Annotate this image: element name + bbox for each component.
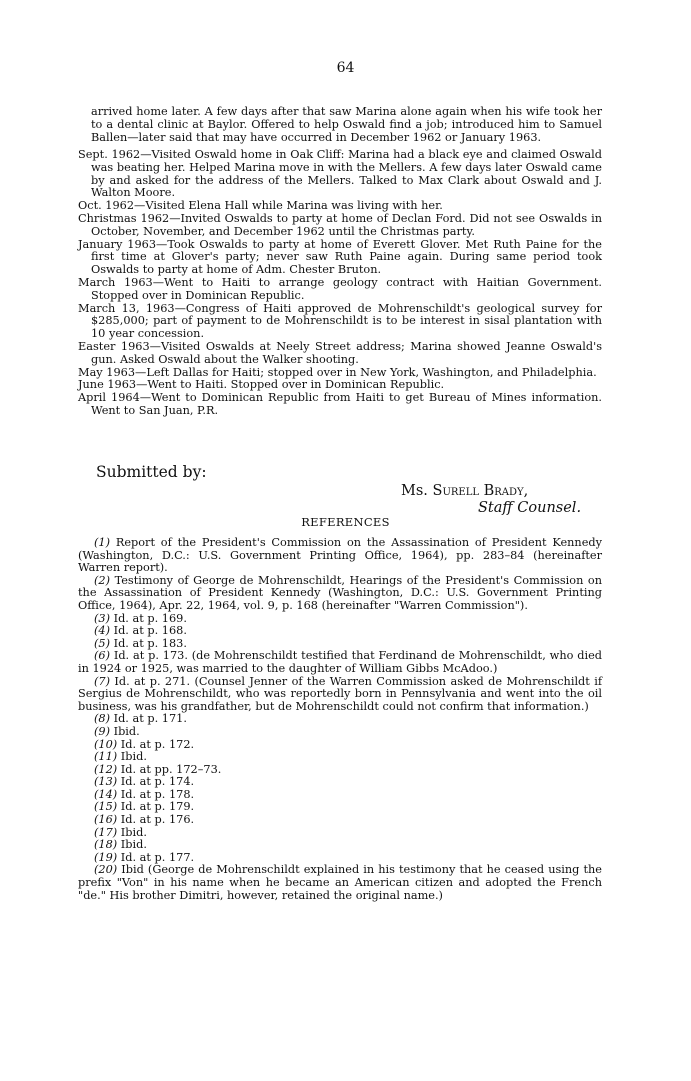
reference-text: Id. at p. 178. xyxy=(120,787,195,801)
reference-item xyxy=(78,864,602,902)
signature-full-name: Surell Brady, xyxy=(432,483,529,499)
reference-item xyxy=(78,739,602,752)
signature-title: Staff Counsel. xyxy=(478,500,582,516)
reference-number: (6) xyxy=(94,649,111,663)
reference-item xyxy=(78,575,602,613)
reference-number: (14) xyxy=(94,787,118,801)
page-number: 64 xyxy=(336,60,355,76)
reference-text: Id. at p. 168. xyxy=(113,624,187,638)
reference-number: (3) xyxy=(94,611,111,625)
reference-number: (8) xyxy=(94,712,111,726)
reference-item xyxy=(78,676,602,714)
reference-number: (11) xyxy=(94,750,118,764)
chronology-entry: June 1963—Went to Haiti. Stopped over in Dominican Republic. xyxy=(78,378,445,392)
reference-number: (1) xyxy=(94,536,111,549)
chronology-entry: Oct. 1962—Visited Elena Hall while Marina was living with her. xyxy=(78,199,443,213)
reference-text: Id. at p. 177. xyxy=(120,850,195,864)
chronology-entry: Easter 1963—Visited Oswalds at Neely Street address; Marina showed Jeanne Oswald's gun. Asked Oswald about the Walker shooting. xyxy=(78,339,602,366)
references-list xyxy=(78,537,602,902)
reference-text: Id. at p. 176. xyxy=(120,813,195,827)
submitted-by-label: Submitted by: xyxy=(96,463,207,481)
reference-number: (2) xyxy=(94,573,111,587)
reference-text: Id. at pp. 172–73. xyxy=(120,762,222,776)
chronology-entry: January 1963—Took Oswalds to party at home of Everett Glover. Met Ruth Paine for the first time at Glover's party; never saw Ruth Paine again. During same period took Oswalds to party at home of Adm. Chester Bruton. xyxy=(78,237,602,277)
reference-number: (10) xyxy=(94,737,118,751)
chronology-entry: Sept. 1962—Visited Oswald home in Oak Cliff: Marina had a black eye and claimed Oswald was beating her. Helped Marina move in with the Mellers. A few days later Oswald came by and asked for the address of the Mellers. Talked to Max Clark about Oswald and J. Walton Moore. xyxy=(78,148,602,200)
reference-number: (18) xyxy=(94,838,118,852)
chronology-entry: March 1963—Went to Haiti to arrange geology contract with Haitian Government. Stopped over in Dominican Republic. xyxy=(78,275,602,302)
reference-item xyxy=(78,650,602,675)
reference-text: Id. at p. 172. xyxy=(120,737,195,751)
reference-text: Id. at p. 174. xyxy=(120,775,195,789)
reference-number: (20) xyxy=(94,863,118,877)
reference-text: Id. at p. 169. xyxy=(113,611,187,625)
reference-number: (9) xyxy=(94,724,111,738)
reference-text: Testimony of George de Mohrenschildt, Hearings of the President's Commission on the Assassination of President Kennedy (Washington, D.C.: U.S. Government Printing Office, 1964), Apr. 22, 1964, vol. 9, p. 168 (hereinafter "Warren Commission"). xyxy=(78,573,602,612)
chronology-entry: May 1963—Left Dallas for Haiti; stopped over in New York, Washington, and Philadelphia. xyxy=(78,365,597,379)
reference-text: Id. at p. 183. xyxy=(113,636,187,650)
reference-item xyxy=(78,827,602,840)
reference-number: (5) xyxy=(94,636,111,650)
reference-number: (4) xyxy=(94,624,111,638)
reference-text: Report of the President's Commission on the Assassination of President Kennedy (Washington, D.C.: U.S. Government Printing Office, 1964), pp. 283–84 (hereinafter Warren report). xyxy=(78,536,602,575)
reference-number: (12) xyxy=(94,762,118,776)
chronology-entry: April 1964—Went to Dominican Republic from Haiti to get Bureau of Mines information. Went to San Juan, P.R. xyxy=(78,391,602,417)
reference-text: Ibid. xyxy=(120,825,147,839)
reference-text: Ibid. xyxy=(120,750,147,764)
reference-item xyxy=(78,713,602,726)
continuation-paragraph: arrived home later. A few days after that saw Marina alone again when his wife took her to a dental clinic at Baylor. Offered to help Oswald find a job; introduced him to Samuel Ballen—later said that may have occurred in December 1962 or January 1963. xyxy=(91,105,602,144)
reference-number: (7) xyxy=(94,674,111,688)
reference-number: (19) xyxy=(94,850,118,864)
chronology-entry: March 13, 1963—Congress of Haiti approved de Mohrenschildt's geological survey for $285,000; part of payment to de Mohrenschildt is to be interest in sisal plantation with 10 year concession. xyxy=(78,301,602,341)
reference-item xyxy=(78,537,602,575)
reference-text: Ibid. xyxy=(113,724,140,738)
reference-text: Ibid (George de Mohrenschildt explained in his testimony that he ceased using the prefix "Von" in his name when he became an American citizen and adopted the French "de." His brother Dimitri, however, retained the original name.) xyxy=(78,863,602,902)
signature-name xyxy=(401,483,528,499)
reference-text: Ibid. xyxy=(120,838,147,852)
reference-text: Id. at p. 271. (Counsel Jenner of the Warren Commission asked de Mohrenschildt if Sergius de Mohrenschildt, who was reportedly born in Pennsylvania and went into the oil business, was his grandfather, but de Mohrenschildt could not confirm that information.) xyxy=(78,674,603,713)
reference-text: Id. at p. 171. xyxy=(113,712,187,726)
reference-number: (17) xyxy=(94,825,118,839)
reference-number: (15) xyxy=(94,800,118,814)
chronology-entry: Christmas 1962—Invited Oswalds to party at home of Declan Ford. Did not see Oswalds in October, November, and December 1962 until the Christmas party. xyxy=(78,211,602,238)
signature-prefix: Ms. xyxy=(401,483,428,499)
reference-text: Id. at p. 179. xyxy=(120,800,195,814)
reference-number: (16) xyxy=(94,813,118,827)
chronology-list xyxy=(78,149,602,418)
reference-text: Id. at p. 173. (de Mohrenschildt testified that Ferdinand de Mohrenschildt, who died in 1924 or 1925, was married to the daughter of William Gibbs McAdoo.) xyxy=(78,649,602,675)
reference-number: (13) xyxy=(94,775,118,789)
references-heading: REFERENCES xyxy=(301,515,390,529)
reference-item xyxy=(78,814,602,827)
